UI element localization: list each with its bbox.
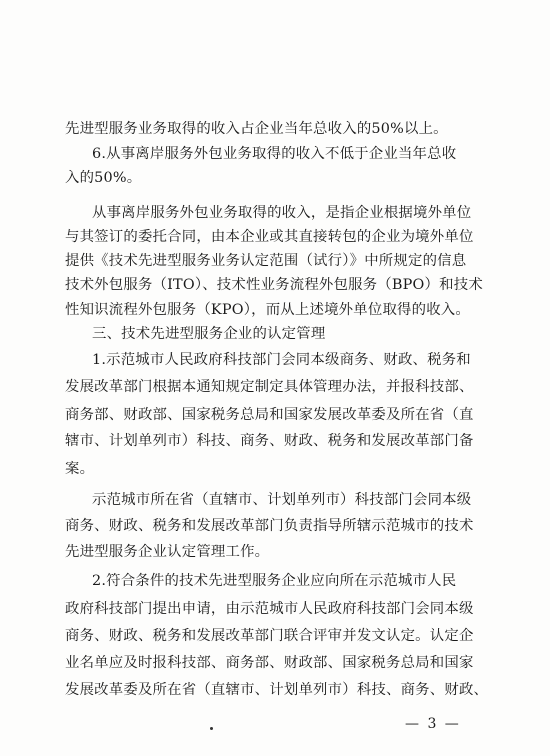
text-line: 提供《技术先进型服务业务认定范围（试行）》中所规定的信息 (65, 253, 467, 269)
text-line: 性知识流程外包服务（KPO），而从上述境外单位取得的收入。 (65, 302, 470, 318)
text-line: 2.符合条件的技术先进型服务企业应向所在示范城市人民 (92, 573, 457, 589)
text-line: 政府科技部门提出申请，由示范城市人民政府科技部门会同本级 (65, 601, 474, 617)
text-line: 商务、财政、税务和发展改革部门负责指导所辖示范城市的技术 (65, 518, 474, 534)
scan-speck (210, 727, 213, 730)
text-line: 发展改革委及所在省（直辖市、计划单列市）科技、商务、财政、 (65, 682, 489, 698)
text-line: 入的50%。 (65, 170, 142, 186)
text-line: 示范城市所在省（直辖市、计划单列市）科技部门会同本级 (92, 492, 472, 508)
text-line: 与其签订的委托合同，由本企业或其直接转包的企业为境外单位 (65, 229, 474, 245)
text-line: 技术外包服务（ITO）、技术性业务流程外包服务（BPO）和技术 (65, 277, 483, 293)
text-line: 商务、财政、税务和发展改革部门联合评审并发文认定。认定企 (65, 628, 474, 644)
text-line: 6.从事离岸服务外包业务取得的收入不低于企业当年总收 (92, 146, 457, 162)
text-line: 先进型服务企业认定管理工作。 (65, 544, 270, 560)
text-line: 1.示范城市人民政府科技部门会同本级商务、财政、税务和 (92, 352, 471, 368)
text-line: 案。 (65, 461, 95, 477)
text-line: 商务部、财政部、国家税务总局和国家发展改革委及所在省（直 (65, 407, 474, 423)
text-line: 辖市、计划单列市）科技、商务、财政、税务和发展改革部门备 (65, 433, 474, 449)
text-line: 先进型服务业务取得的收入占企业当年总收入的50%以上。 (65, 121, 448, 137)
text-line: 业名单应及时报科技部、商务部、财政部、国家税务总局和国家 (65, 655, 474, 671)
page-number: — 3 — (405, 716, 461, 732)
text-line: 发展改革部门根据本通知规定制定具体管理办法，并报科技部、 (65, 379, 474, 395)
section-heading: 三、技术先进型服务企业的认定管理 (92, 326, 326, 342)
text-line: 从事离岸服务外包业务取得的收入，是指企业根据境外单位 (92, 205, 472, 221)
